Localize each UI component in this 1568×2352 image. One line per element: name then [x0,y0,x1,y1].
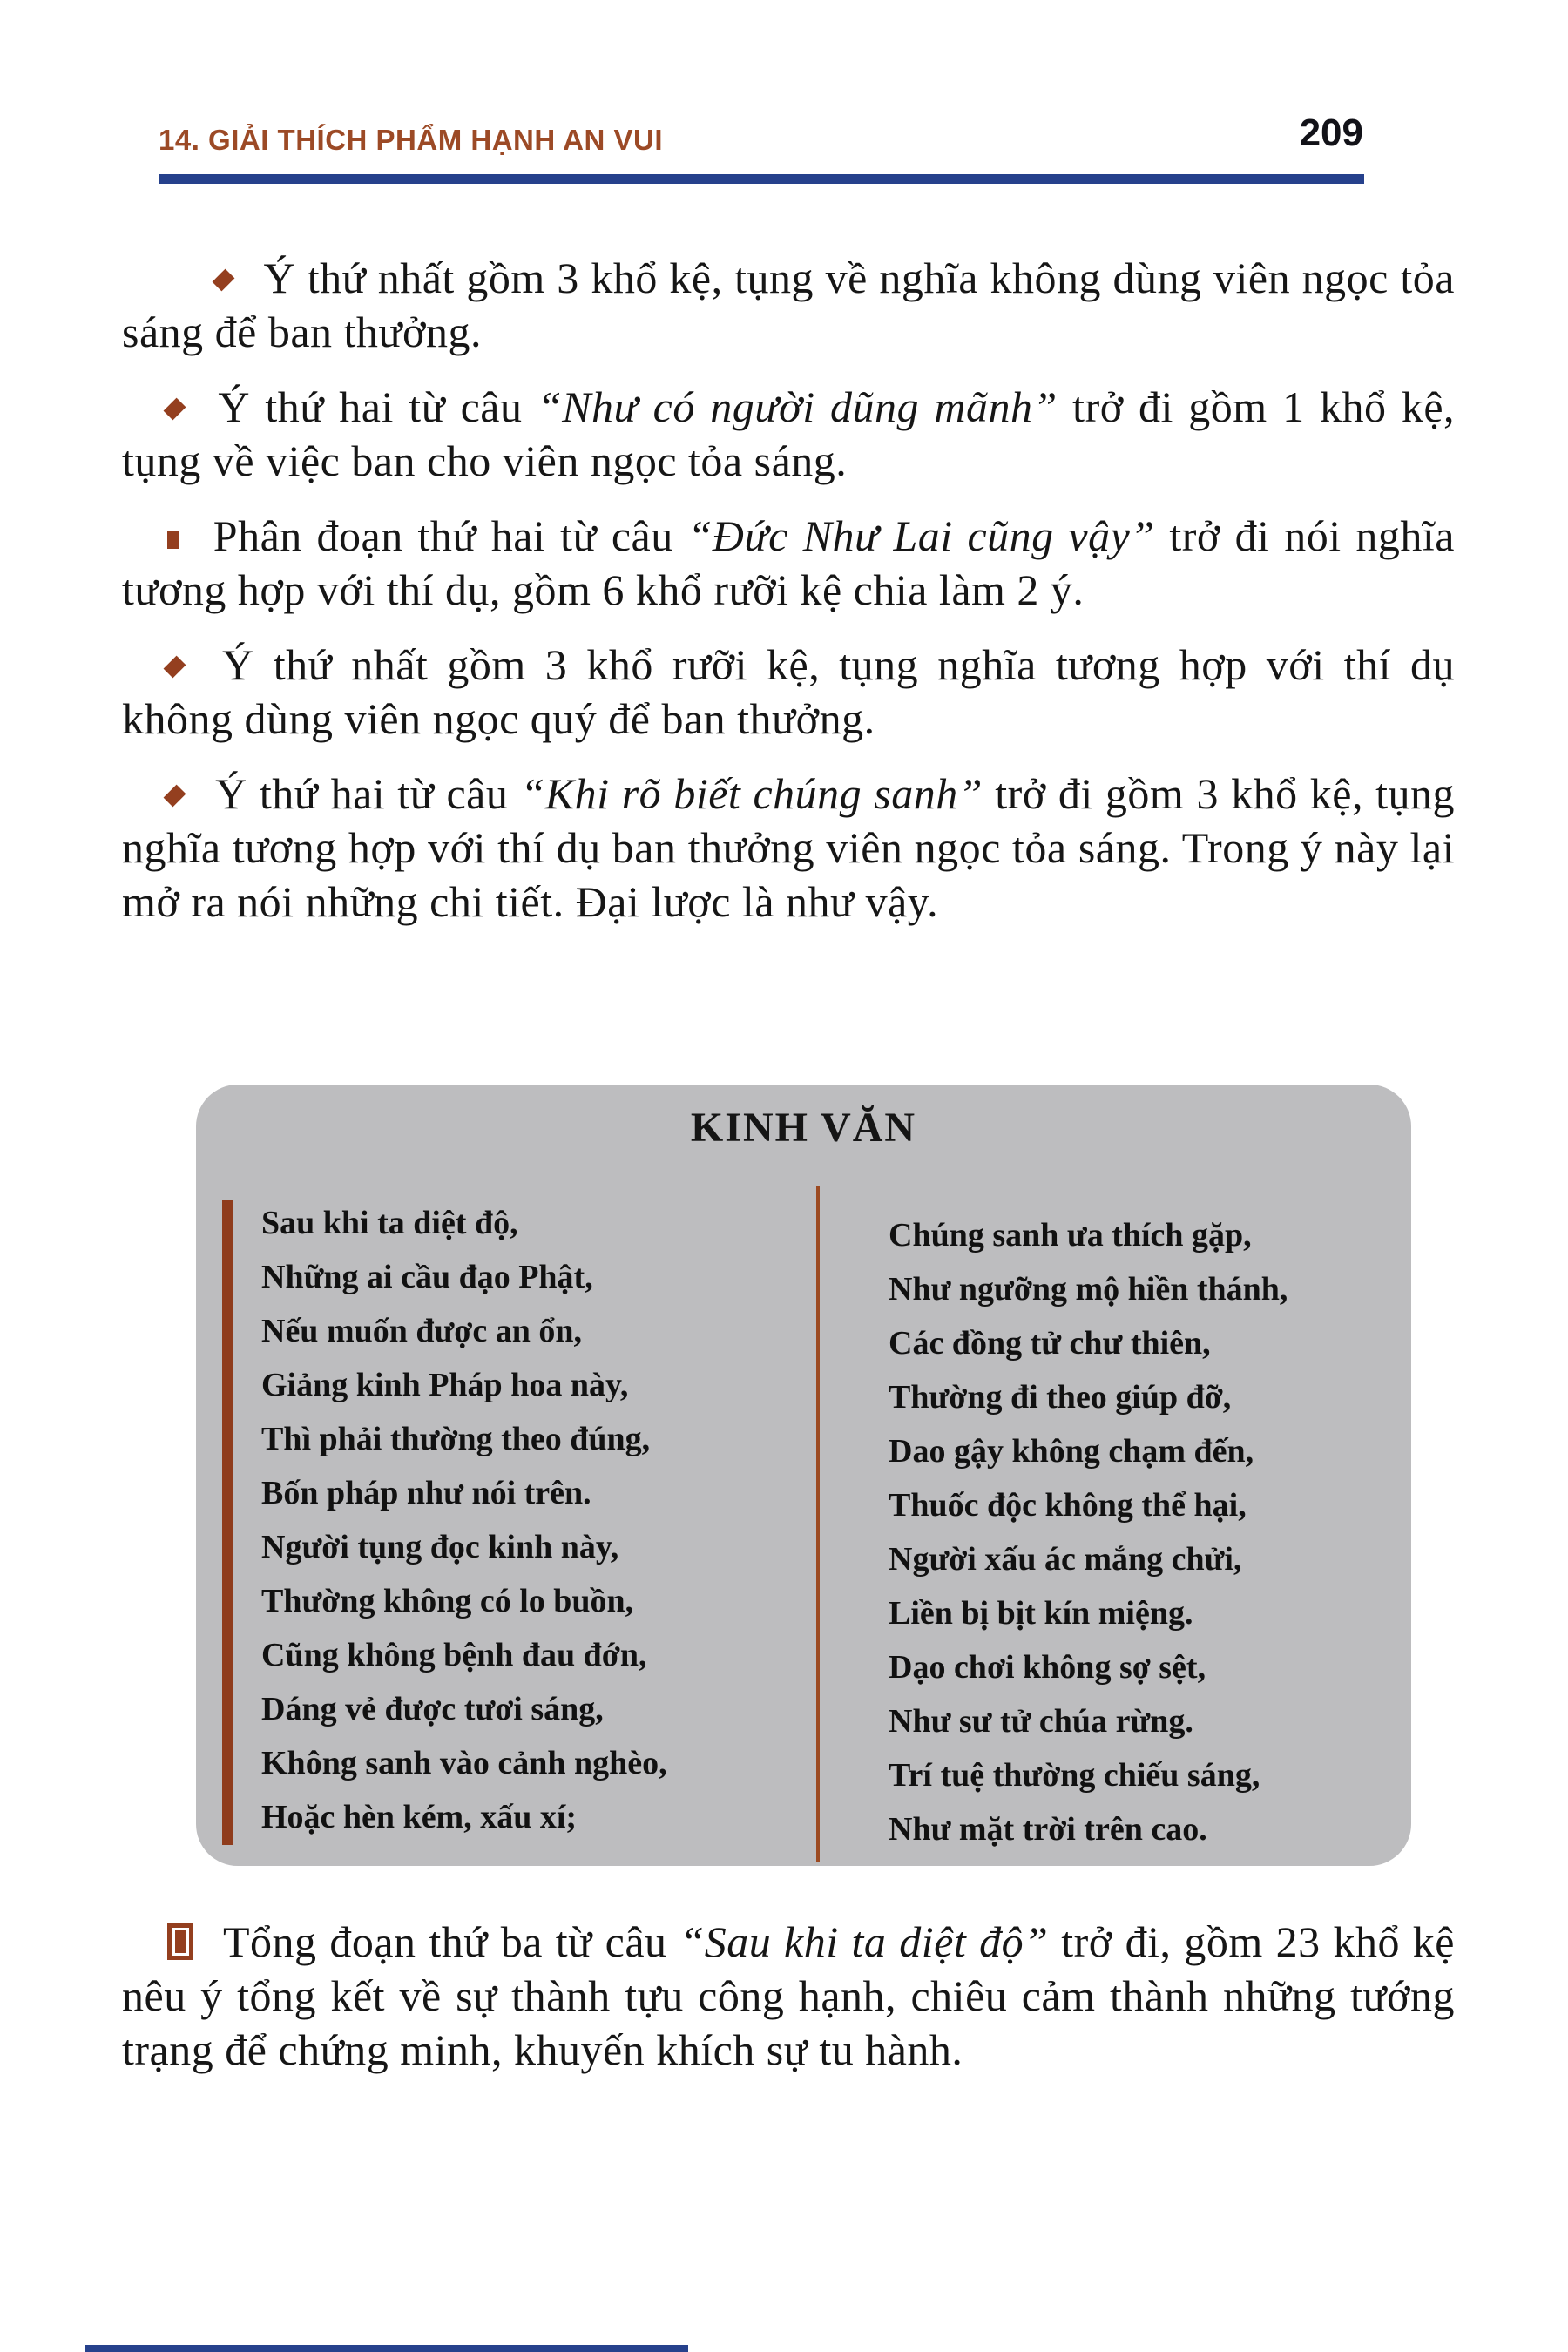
verse-line: Chúng sanh ưa thích gặp, [889,1217,1252,1254]
paragraph-3 [122,509,1455,617]
verse-line: Người tụng đọc kinh này, [261,1529,619,1565]
verse-line: Hoặc hèn kém, xấu xí; [261,1799,578,1835]
verse-line: Trí tuệ thường chiếu sáng, [889,1757,1260,1794]
column-divider [816,1186,820,1862]
verse-column-left [261,1196,810,1844]
paragraph-text: Tổng đoạn thứ ba từ câu [222,1917,667,1966]
quoted-phrase: “Đức Như Lai cũng vậy” [687,511,1155,560]
square-bullet-icon [167,531,179,549]
verse-line: Liền bị bịt kín miệng. [889,1595,1193,1632]
paragraph-text: Phân đoạn thứ hai từ câu [213,511,673,560]
closing-paragraph [122,1915,1455,2077]
quoted-phrase: “Sau khi ta diệt độ” [679,1917,1049,1966]
paragraph-text: Ý thứ nhất gồm 3 khổ rưỡi kệ, tụng nghĩa tương hợp với thí dụ không dùng viên ngọc quý để ban thưởng. [122,640,1456,743]
verse-line: Thì phải thường theo đúng, [261,1421,651,1457]
verse-line: Sau khi ta diệt độ, [261,1205,518,1241]
kinh-van-title: KINH VĂN [690,1105,917,1151]
verse-line: Cũng không bệnh đau đớn, [261,1637,647,1673]
verse-line: Dạo chơi không sợ sệt, [889,1649,1206,1686]
verse-line: Dao gậy không chạm đến, [889,1433,1254,1470]
paragraph-2 [122,380,1455,488]
page-number: 209 [1299,112,1363,154]
verse-line: Thường không có lo buồn, [261,1583,634,1619]
bottom-accent-bar [85,2345,688,2352]
verse-line: Bốn pháp như nói trên. [261,1475,591,1511]
header-rule [159,174,1364,184]
quoted-phrase: “Như có người dũng mãnh” [537,382,1058,431]
body-text [122,251,1455,950]
verse-line: Như sư tử chúa rừng. [889,1703,1193,1740]
verse-line: Nếu muốn được an ổn, [261,1313,582,1349]
diamond-bullet-icon [164,656,186,679]
verse-line: Dáng vẻ được tươi sáng, [261,1691,604,1727]
verse-line: Thường đi theo giúp đỡ, [889,1379,1232,1416]
kinh-van-box [196,1085,1411,1866]
verse-left-bar [222,1200,233,1845]
boxed-square-bullet-icon [167,1923,193,1960]
paragraph-text: trở đi gồm 1 khổ kệ, tụng về việc ban cho viên ngọc tỏa sáng. [122,382,1456,485]
quoted-phrase: “Khi rõ biết chúng sanh” [520,769,983,818]
paragraph-text: Ý thứ nhất gồm 3 khổ kệ, tụng về nghĩa không dùng viên ngọc tỏa sáng để ban thưởng. [122,253,1455,356]
diamond-bullet-icon [213,269,235,292]
verse-line: Không sanh vào cảnh nghèo, [261,1745,667,1781]
diamond-bullet-icon [164,785,186,808]
verse-column-right [889,1208,1394,1856]
paragraph-text: Ý thứ hai từ câu [218,382,523,431]
paragraph-text: Ý thứ hai từ câu [215,769,509,818]
verse-line: Các đồng tử chư thiên, [889,1325,1211,1362]
paragraph-1 [122,251,1455,359]
paragraph-4 [122,638,1455,746]
diamond-bullet-icon [164,398,186,421]
paragraph-text: trở đi gồm 3 khổ kệ, tụng nghĩa tương hợp với thí dụ ban thưởng viên ngọc tỏa sáng. Trong ý này lại mở ra nói những chi tiết. Đại lược là như vậy. [122,769,1455,926]
chapter-title: 14. GIẢI THÍCH PHẨM HẠNH AN VUI [159,124,663,156]
paragraph-5 [122,767,1455,929]
verse-line: Những ai cầu đạo Phật, [261,1259,593,1295]
paragraph-text: trở đi, gồm 23 khổ kệ nêu ý tổng kết về sự thành tựu công hạnh, chiêu cảm thành những tướng trạng để chứng minh, khuyến khích sự tu hành. [122,1917,1455,2074]
verse-line: Thuốc độc không thể hại, [889,1487,1247,1524]
verse-line: Giảng kinh Pháp hoa này, [261,1367,629,1403]
paragraph-text: trở đi nói nghĩa tương hợp với thí dụ, gồm 6 khổ rưỡi kệ chia làm 2 ý. [122,511,1456,614]
verse-line: Như mặt trời trên cao. [889,1811,1207,1848]
verse-line: Người xấu ác mắng chửi, [889,1541,1242,1578]
verse-line: Như ngưỡng mộ hiền thánh, [889,1271,1288,1308]
